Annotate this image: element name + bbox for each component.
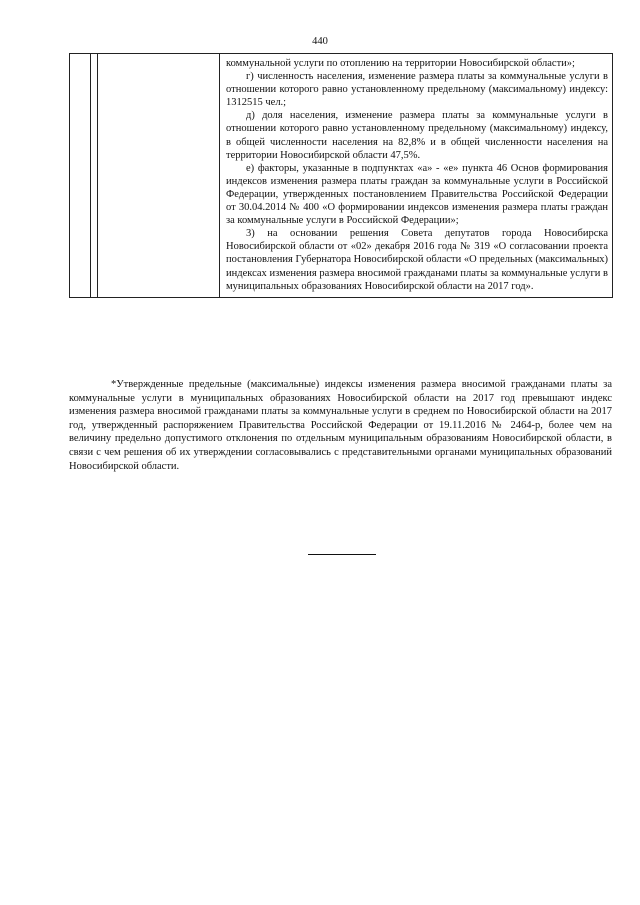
table-cell-municipality <box>98 54 220 298</box>
table-cell-narrow <box>91 54 98 298</box>
table-cell-number <box>70 54 91 298</box>
table-paragraph: коммунальной услуги по отоплению на территории Новосибирской области»; <box>226 58 575 69</box>
table-paragraph: 3) на основании решения Совета депутатов города Новосибирска Новосибирской области от «02» декабря 2016 года № 319 «О согласовании проекта постановления Губернатора Новосибирской области «О предельных (максимальных) индексах изменения размера вносимой гражданами платы за коммунальные услуги в муниципальных образованиях Новосибирской области на 2017 год». <box>226 228 608 292</box>
table-paragraph: д) доля населения, изменение размера платы за коммунальные услуги в отношении которого равно установленному предельному (максимальному) индексу, в общей численности населения на 82,8% и в общей численности населения на территории Новосибирской области 47,5%. <box>226 110 608 161</box>
footnote <box>69 378 612 473</box>
footnote-text: *Утвержденные предельные (максимальные) индексы изменения размера вносимой гражданами платы за коммунальные услуги в муниципальных образованиях Новосибирской области на 2017 год превышают индекс изменения размера вносимой гражданами платы за коммунальные услуги в среднем по Новосибирской области на 2017 год, утвержденный распоряжением Правительства Российской Федерации от 19.11.2016 № 2464-р, более чем на величину предельно допустимого отклонения по отдельным муниципальным образованиям Новосибирской области, в связи с чем решения об их утверждении согласовывались с представительными органами муниципальных образований Новосибирской области. <box>69 379 612 472</box>
document-table <box>69 53 613 298</box>
end-divider <box>308 554 376 555</box>
table-row <box>70 54 613 298</box>
table-paragraph: е) факторы, указанные в подпунктах «а» - «е» пункта 46 Основ формирования индексов изменения размера платы граждан за коммунальные услуги в Российской Федерации, утвержденных постановлением Правительства Российской Федерации от 30.04.2014 № 400 «О формировании индексов изменения размера платы граждан за коммунальные услуги в Российской Федерации»; <box>226 162 608 227</box>
table-paragraph: г) численность населения, изменение размера платы за коммунальные услуги в отношении которого равно установленному предельному (максимальному) индексу: 1312515 чел.; <box>226 71 608 109</box>
table-cell-justification <box>220 54 613 298</box>
page-number: 440 <box>312 36 328 47</box>
